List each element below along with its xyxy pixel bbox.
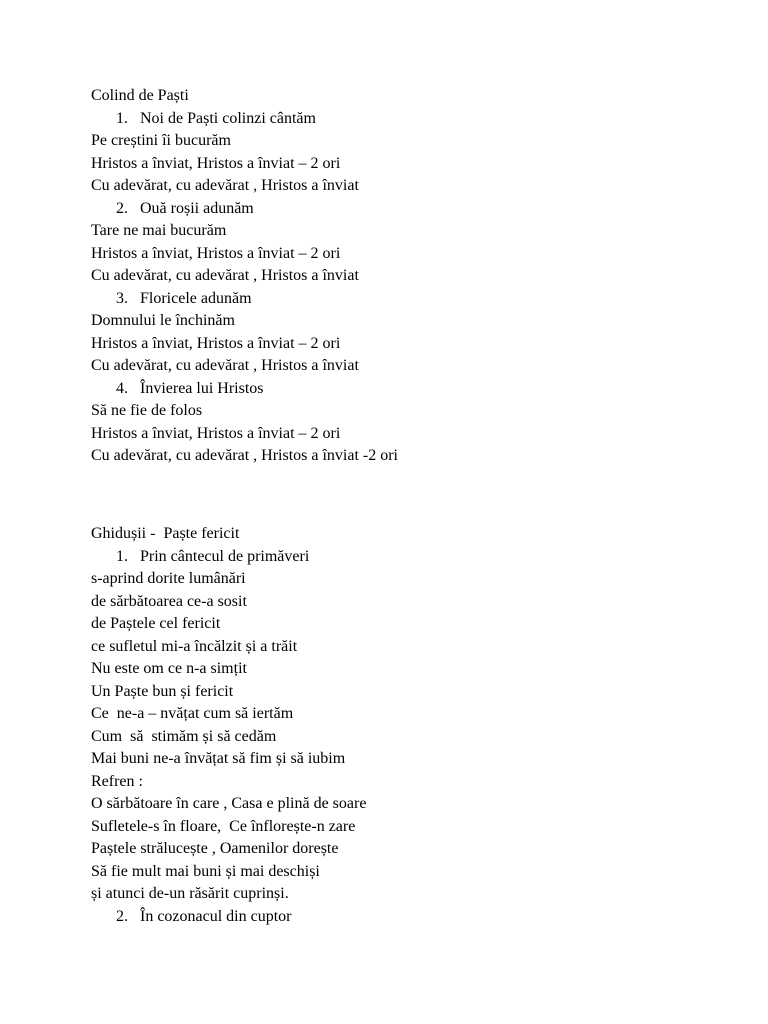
verse-first-line [91, 108, 711, 131]
lyric-line: Cu adevărat, cu adevărat , Hristos a înviat -2 ori [91, 447, 398, 464]
verse-first-line [91, 288, 711, 311]
refrain-line: Paștele strălucește , Oamenilor dorește [91, 840, 339, 857]
lyric-line: Hristos a înviat, Hristos a înviat – 2 ori [91, 244, 341, 262]
lyric-line: s-aprind dorite lumânări [91, 570, 246, 587]
verse-text: Învierea lui Hristos [140, 379, 264, 397]
lyric-line: Domnului le închinăm [91, 312, 235, 329]
verse-text: Prin cântecul de primăveri [140, 547, 310, 565]
song-title: Colind de Paști [91, 87, 189, 104]
lyric-line: Hristos a înviat, Hristos a înviat – 2 ori [91, 154, 341, 172]
refrain-line: și atunci de-un răsărit cuprinși. [91, 885, 289, 902]
refrain-line: O sărbătoare în care , Casa e plină de soare [91, 795, 367, 812]
lyric-line: ce sufletul mi-a încălzit și a trăit [91, 637, 298, 655]
refrain-line: Să fie mult mai buni și mai deschiși [91, 862, 320, 880]
lyric-line: Cu adevărat, cu adevărat , Hristos a înviat [91, 177, 359, 194]
song-paste-fericit [91, 523, 711, 928]
lyric-line: Pe creștini îi bucurăm [91, 132, 231, 149]
verse-number: 2. [116, 907, 128, 925]
verse-text: Noi de Paști colinzi cântăm [140, 109, 316, 127]
song-colind-de-pasti [91, 85, 711, 468]
verse-number: 4. [116, 379, 128, 397]
lyric-line: Hristos a înviat, Hristos a înviat – 2 ori [91, 424, 341, 442]
refrain-label: Refren : [91, 772, 143, 790]
lyric-line: Mai buni ne-a învățat să fim și să iubim [91, 750, 346, 767]
verse-number: 1. [116, 109, 128, 127]
refrain-line: Sufletele-s în floare, Ce înflorește-n zare [91, 817, 356, 835]
verse-text: Ouă roșii adunăm [140, 199, 254, 217]
lyric-line: Ce ne-a – nvățat cum să iertăm [91, 705, 294, 722]
lyric-line: de Paștele cel fericit [91, 615, 221, 632]
verse-number: 1. [116, 547, 128, 565]
lyric-line: de sărbătoarea ce-a sosit [91, 592, 247, 610]
verse-first-line [91, 198, 711, 221]
lyric-line: Hristos a înviat, Hristos a înviat – 2 ori [91, 334, 341, 352]
verse-text: În cozonacul din cuptor [140, 907, 292, 925]
verse-text: Floricele adunăm [140, 289, 252, 307]
verse-first-line [91, 378, 711, 401]
lyric-line: Nu este om ce n-a simțit [91, 660, 247, 677]
song-title: Ghidușii - Paște fericit [91, 525, 240, 542]
lyric-line: Un Paște bun și fericit [91, 682, 234, 700]
lyric-line: Cu adevărat, cu adevărat , Hristos a înviat [91, 267, 359, 284]
lyric-line: Cum să stimăm și să cedăm [91, 727, 277, 745]
verse-number: 2. [116, 199, 128, 217]
verse-first-line [91, 546, 711, 569]
verse-first-line [91, 906, 711, 929]
lyric-line: Să ne fie de folos [91, 402, 203, 419]
lyric-line: Cu adevărat, cu adevărat , Hristos a înviat [91, 357, 359, 374]
verse-number: 3. [116, 289, 128, 307]
lyric-line: Tare ne mai bucurăm [91, 222, 227, 239]
